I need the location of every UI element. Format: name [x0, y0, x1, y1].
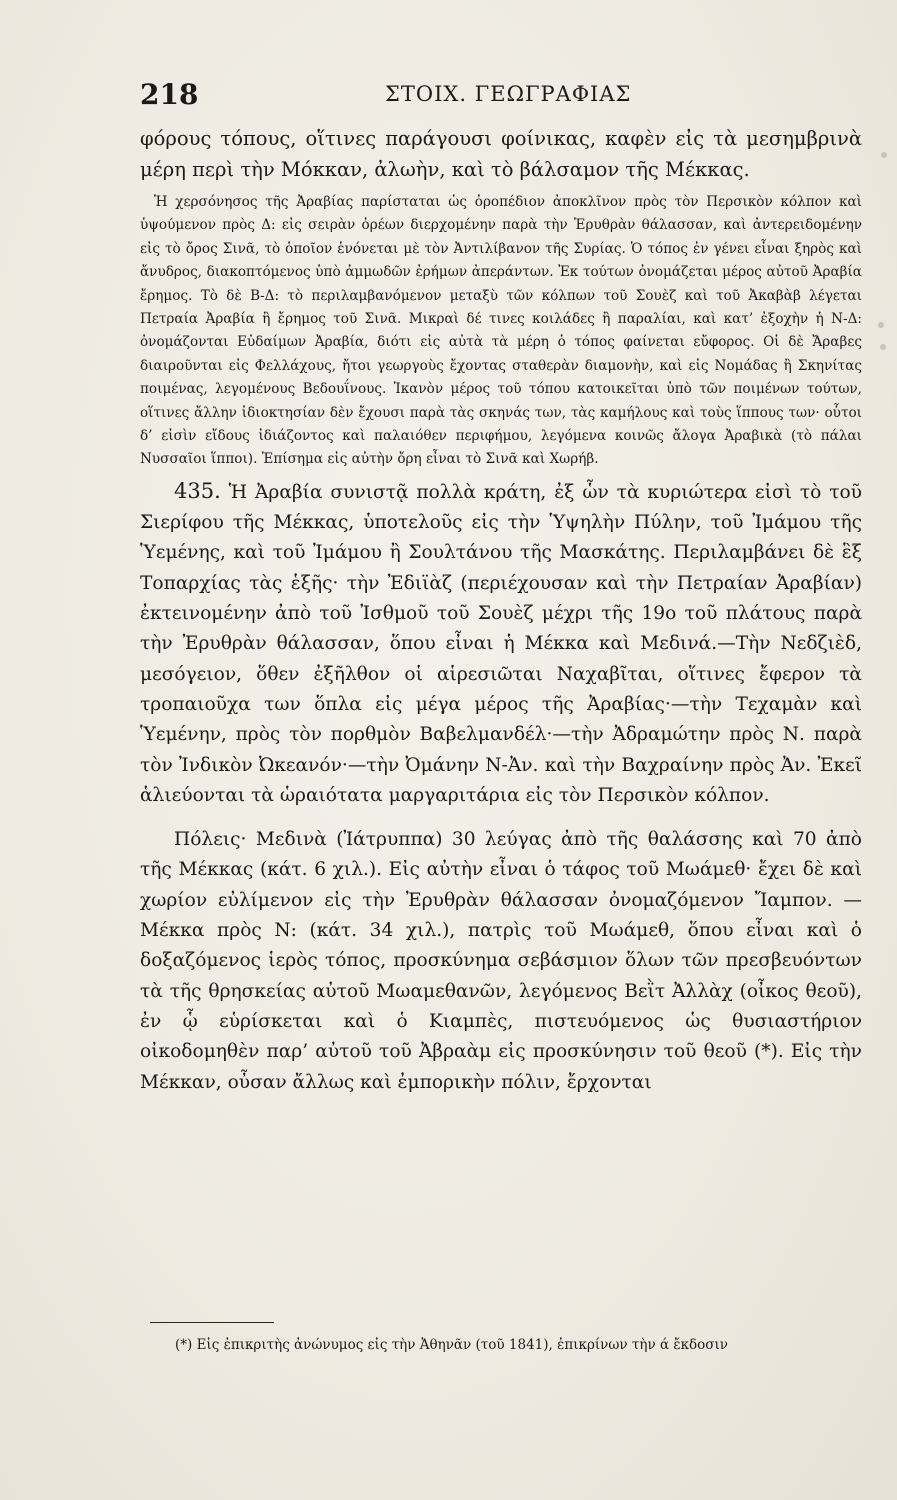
running-title: ΣΤΟΙΧ. ΓΕΩΓΡΑΦΙΑΣ — [385, 82, 632, 106]
page-body — [140, 124, 862, 1098]
page-header — [140, 78, 860, 114]
intro-paragraph: φόρους τόπους, οἵτινες παράγουσι φοίνικας, καφὲν εἰς τὰ μεσημβρινὰ μέρη περὶ τὴν Μόκκαν, ἀλωὴν, καὶ τὸ βάλσαμον τῆς Μέκκας. — [140, 127, 862, 181]
section-paragraph — [140, 476, 862, 811]
section-text: Ἡ Ἀραβία συνιστᾷ πολλὰ κράτη, ἐξ ὧν τὰ κυριώτερα εἰσὶ τὸ τοῦ Σιερίφου τῆς Μέκκας, ὑποτελοῦς εἰς τὴν Ὑψηλὴν Πύλην, τοῦ Ἰμάμου τῆς Ὑεμένης, καὶ τοῦ Ἰμάμου ἢ Σουλτάνου τῆς Μασκάτης. Περιλαμβάνει δὲ ἓξ Τοπαρχίας τὰς ἑξῆς· τὴν Ἐδιϊὰζ (περιέχουσαν καὶ τὴν Πετραίαν Ἀραβίαν) ἐκτεινομένην ἀπὸ τοῦ Ἰσθμοῦ τοῦ Σουὲζ μέχρι τῆς 19ο τοῦ πλάτους παρὰ τὴν Ἐρυθρὰν θάλασσαν, ὅπου εἶναι ἡ Μέκκα καὶ Μεδινά.—Τὴν Νεδζιὲδ, μεσόγειον, ὅθεν ἐξῆλθον οἱ αἱρεσιῶται Ναχαβῖται, οἵτινες ἔφερον τὰ τροπαιοῦχα των ὅπλα εἰς μέγα μέρος τῆς Ἀραβίας·—τὴν Τεχαμὰν καὶ Ὑεμένην, πρὸς τὸν πορθμὸν Βαβελμανδέλ·—τὴν Ἀδραμώτην πρὸς Ν. παρὰ τὸν Ἰνδικὸν Ὠκεανόν·—τὴν Ὀμάνην Ν-Ἀν. καὶ τὴν Βαχραίνην πρὸς Ἀν. Ἐκεῖ ἁλιεύονται τὰ ὡραιότατα μαργαριτάρια εἰς τὸν Περσικὸν κόλπον. — [140, 481, 862, 806]
page-number: 218 — [140, 78, 199, 111]
paper-speck — [881, 152, 887, 158]
footnote: (*) Εἰς ἐπικριτὴς ἀνώνυμος εἰς τὴν Ἀθηνᾶν (τοῦ 1841), ἐπικρίνων τὴν ά ἔκδοσιν — [175, 1337, 729, 1353]
cities-paragraph: Πόλεις· Μεδινὰ (Ἰάτρυππα) 30 λεύγας ἀπὸ τῆς θαλάσσης καὶ 70 ἀπὸ τῆς Μέκκας (κάτ. 6 χιλ.). Εἰς αὐτὴν εἶναι ὁ τάφος τοῦ Μωάμεθ· ἔχει δὲ καὶ χωρίον εὐλίμενον εἰς τὴν Ἐρυθρὰν θάλασσαν ὀνομαζόμενον Ἴαμπον. — Μέκκα πρὸς Ν: (κάτ. 34 χιλ.), πατρὶς τοῦ Μωάμεθ, ὅπου εἶναι καὶ ὁ δοξαζόμενος ἱερὸς τόπος, προσκύνημα σεβάσμιον ὅλων τῶν πρεσβευόντων τὰ τῆς θρησκείας αὐτοῦ Μωαμεθανῶν, λεγόμενος Βεῒτ Ἀλλὰχ (οἶκος θεοῦ), ἐν ᾧ εὑρίσκεται καὶ ὁ Κιαμπὲς, πιστευόμενος ὡς θυσιαστήριον οἰκοδομηθὲν παρ’ αὐτοῦ τοῦ Ἀβραὰμ εἰς προσκύνησιν τοῦ θεοῦ (*). Εἰς τὴν Μέκκαν, οὖσαν ἄλλως καὶ ἐμπορικὴν πόλιν, ἔρχονται — [140, 829, 862, 1093]
note-paragraph: Ἡ χερσόνησος τῆς Ἀραβίας παρίσταται ὡς ὀροπέδιον ἀποκλῖνον πρὸς τὸν Περσικὸν κόλπον καὶ ὑψούμενον πρὸς Δ: εἰς σειρὰν ὀρέων διερχομένην παρὰ τὴν Ἐρυθρὰν θάλασσαν, καὶ ἀντερειδομένην εἰς τὸ ὄρος Σινᾶ, τὸ ὁποῖον ἑνόνεται μὲ τὸν Ἀντιλίβανον τῆς Συρίας. Ὁ τόπος ἐν γένει εἶναι ξηρὸς καὶ ἄνυδρος, διακοπτόμενος ὑπὸ ἀμμωδῶν ἐρήμων ἀπεράντων. Ἐκ τούτων ὀνομάζεται μέρος αὐτοῦ Ἀραβία ἔρημος. Τὸ δὲ Β-Δ: τὸ περιλαμβανόμενον μεταξὺ τῶν κόλπων τοῦ Σουὲζ καὶ τοῦ Ἀκαβὰβ λέγεται Πετραία Ἀραβία ἢ ἔρημος τοῦ Σινᾶ. Μικραὶ δέ τινες κοιλάδες ἢ παραλίαι, καὶ κατ’ ἐξοχὴν ἡ Ν-Δ: ὀνομάζονται Εὐδαίμων Ἀραβία, διότι εἰς αὐτὰ τὰ μέρη ὁ τόπος φαίνεται εὔφορος. Οἱ δὲ Ἄραβες διαιροῦνται εἰς Φελλάχους, ἤτοι γεωργοὺς ἔχοντας σταθερὰν διαμονὴν, καὶ εἰς Νομάδας ἢ Σκηνίτας ποιμένας, λεγομένους Βεδουΐνους. Ἱκανὸν μέρος τοῦ τόπου κατοικεῖται ὑπὸ τῶν ποιμένων τούτων, οἵτινες ἄλλην ἰδιοκτησίαν δὲν ἔχουσι παρὰ τὰς σκηνάς των, τὰς καμήλους καὶ τοὺς ἵππους των· οὗτοι δ’ εἰσὶν εἴδους ἰδιάζοντος καὶ παλαιόθεν περιφήμου, λεγόμενα κοινῶς ἄλογα Ἀραβικὰ (τὸ πάλαι Νυσσαῖοι ἵπποι). Ἐπίσημα εἰς αὐτὴν ὄρη εἶναι τὸ Σινᾶ καὶ Χωρήβ. — [140, 194, 862, 468]
footnote-rule — [150, 1322, 274, 1323]
section-number: 435. — [174, 478, 221, 503]
paper-speck — [880, 344, 886, 350]
paper-speck — [878, 322, 884, 328]
